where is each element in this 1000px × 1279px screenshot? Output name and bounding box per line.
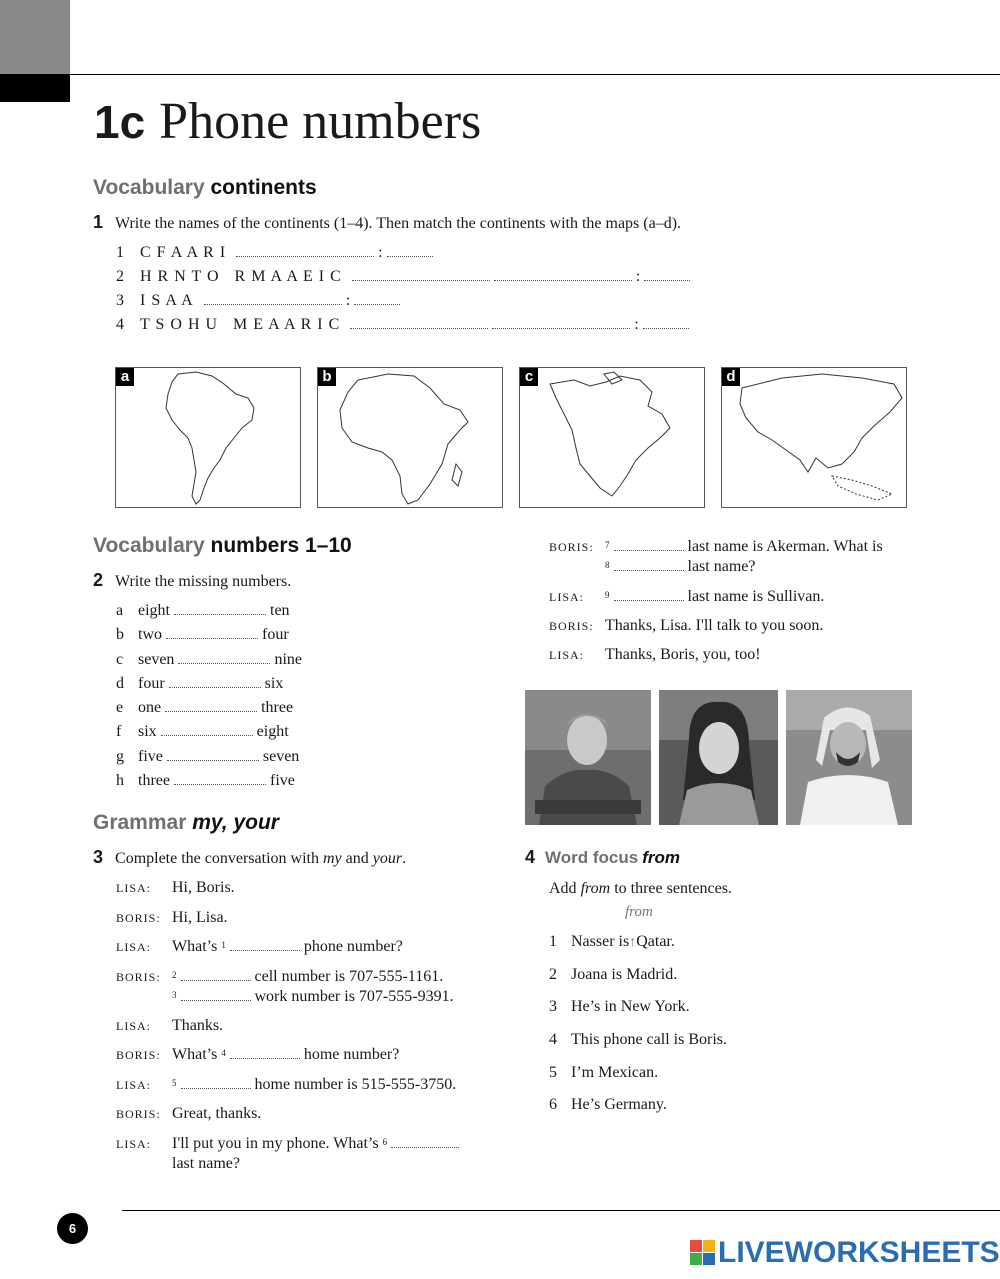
exercise-4-header xyxy=(525,847,680,868)
exercise-2-instruction xyxy=(93,570,291,591)
section-grammar xyxy=(93,811,279,835)
insert-caret-icon: ↑ xyxy=(629,935,637,950)
list-item xyxy=(549,932,727,965)
scrambled-word: C F A A R I xyxy=(140,244,227,261)
scrambled-word: T S O H U M E A A R I C xyxy=(140,316,341,333)
line-text: work number is 707-555-9391. xyxy=(250,987,454,1005)
conversation-line xyxy=(549,537,883,587)
item-letter: a xyxy=(116,602,124,619)
instruction-text: Write the missing numbers. xyxy=(115,573,292,590)
speaker-name: LISA: xyxy=(549,648,584,662)
conversation-line xyxy=(116,937,459,967)
number-word: one xyxy=(138,699,162,717)
missing-number-blank[interactable] xyxy=(165,699,257,712)
section-topic: numbers 1–10 xyxy=(210,534,352,557)
list-item xyxy=(116,600,302,624)
line-text: last name is Akerman. What is xyxy=(683,538,883,555)
conversation-line xyxy=(116,1104,459,1134)
instruction-part: Complete the conversation with xyxy=(115,850,323,867)
answer-blank[interactable] xyxy=(352,268,490,281)
map-letter-blank[interactable] xyxy=(387,244,433,257)
conversation-line xyxy=(549,616,883,645)
south-america-map-icon xyxy=(116,368,300,507)
speaker-name: LISA: xyxy=(116,1136,151,1151)
line-text: Thanks, Lisa. I'll talk to you soon. xyxy=(605,617,824,634)
gap-number: 8 xyxy=(605,560,610,570)
conversation-line xyxy=(116,1016,459,1046)
africa-map-icon xyxy=(318,368,502,507)
lesson-number: 1c xyxy=(94,96,146,148)
speaker-name: LISA: xyxy=(116,881,151,895)
number-word: eight xyxy=(256,723,289,741)
section-label: Grammar xyxy=(93,811,187,834)
list-item[interactable] xyxy=(549,1030,727,1063)
missing-number-blank[interactable] xyxy=(169,675,261,688)
item-letter: h xyxy=(116,772,124,790)
scrambled-word: I S A A xyxy=(140,292,194,309)
conversation-line xyxy=(116,878,459,908)
gap-number: 5 xyxy=(172,1077,177,1088)
exercise-number: 3 xyxy=(93,847,104,867)
instruction-part: to three sentences. xyxy=(610,880,732,897)
section-label: Vocabulary xyxy=(93,176,205,199)
speaker-name: BORIS: xyxy=(116,969,161,984)
gap-number: 1 xyxy=(221,940,226,950)
answer-blank[interactable] xyxy=(181,1076,251,1089)
liveworksheets-cube-icon xyxy=(690,1240,716,1266)
woman-portrait-icon xyxy=(659,690,778,825)
instruction-part: Add xyxy=(549,880,581,897)
list-item xyxy=(116,673,302,697)
header-black-block xyxy=(0,74,70,102)
list-item: 3 I S A A : xyxy=(116,290,690,312)
missing-number-blank[interactable] xyxy=(161,723,253,736)
instruction-part: . xyxy=(402,850,407,867)
list-item[interactable] xyxy=(549,1095,727,1128)
speaker-name: LISA: xyxy=(549,590,584,604)
asia-map-icon xyxy=(722,368,906,507)
liveworksheets-logo[interactable] xyxy=(690,1236,1000,1272)
page-title xyxy=(94,92,481,152)
gap-number: 3 xyxy=(172,989,177,1000)
conversation-line xyxy=(549,645,883,674)
exercise-4-instruction xyxy=(549,880,732,898)
list-item xyxy=(116,649,302,673)
bottom-rule xyxy=(122,1210,1000,1211)
section-label: Word focus xyxy=(545,848,639,867)
list-item xyxy=(116,746,302,770)
numbers-list xyxy=(116,600,302,794)
answer-blank[interactable] xyxy=(350,316,488,329)
line-text: What’s xyxy=(172,1046,222,1063)
sentence-text: This phone call is Boris. xyxy=(571,1031,727,1049)
map-letter-blank[interactable] xyxy=(354,292,400,305)
item-letter: c xyxy=(116,650,124,668)
conversation-line xyxy=(549,587,883,616)
item-number: 3 xyxy=(549,998,557,1016)
section-vocab-continents xyxy=(93,176,317,200)
item-number: 6 xyxy=(549,1096,557,1114)
answer-blank[interactable] xyxy=(181,988,251,1001)
gap-number: 2 xyxy=(172,969,177,980)
list-item: 1 C F A A R I : xyxy=(116,242,690,264)
answer-blank[interactable] xyxy=(614,588,684,601)
word-focus-list xyxy=(549,932,727,1128)
item-number: 2 xyxy=(116,268,124,285)
speaker-name: BORIS: xyxy=(116,910,161,925)
instruction-em: your xyxy=(372,850,403,867)
item-number: 4 xyxy=(116,316,124,333)
answer-blank[interactable] xyxy=(236,244,374,257)
map-label: b xyxy=(318,368,336,386)
list-item: 4 T S O H U M E A A R I C : xyxy=(116,314,690,336)
item-number: 1 xyxy=(116,244,124,261)
speaker-name: BORIS: xyxy=(549,619,594,633)
header-grey-block xyxy=(0,0,70,74)
line-text: Great, thanks. xyxy=(172,1105,262,1122)
missing-number-blank[interactable] xyxy=(167,748,259,761)
line-text: What’s xyxy=(172,938,222,955)
missing-number-blank[interactable] xyxy=(178,651,270,664)
missing-number-blank[interactable] xyxy=(174,772,266,785)
section-topic: my, your xyxy=(192,811,279,834)
item-letter: g xyxy=(116,747,124,765)
answer-blank[interactable] xyxy=(181,968,251,981)
photo-boris xyxy=(525,690,651,825)
line-text: Thanks, Boris, you, too! xyxy=(605,646,761,663)
man-headscarf-portrait-icon xyxy=(786,690,912,825)
speaker-name: BORIS: xyxy=(116,1048,161,1062)
number-word: six xyxy=(138,723,157,741)
exercise-3-instruction xyxy=(93,847,406,868)
map-letter-blank[interactable] xyxy=(643,316,689,329)
logo-text: LIVEWORKSHEETS xyxy=(718,1236,1000,1269)
instruction-part: and xyxy=(341,850,373,867)
item-number: 1 xyxy=(549,933,557,950)
number-word: eight xyxy=(138,602,170,619)
item-number: 5 xyxy=(549,1063,557,1081)
line-text: Hi, Boris. xyxy=(172,879,235,896)
instruction-text: Write the names of the continents (1–4). Then match the continents with the maps (a–d). xyxy=(115,215,682,232)
item-number: 3 xyxy=(116,292,124,309)
instruction-em: from xyxy=(580,880,611,897)
map-label: c xyxy=(520,368,538,386)
gap-number: 9 xyxy=(605,590,610,600)
number-word: seven xyxy=(138,650,175,668)
section-topic: continents xyxy=(210,176,317,199)
instruction-text xyxy=(115,850,406,867)
item-number: 2 xyxy=(549,965,557,983)
number-word: two xyxy=(138,626,162,644)
gap-number: 6 xyxy=(382,1136,388,1147)
speaker-name: BORIS: xyxy=(116,1107,161,1121)
photo-lisa xyxy=(659,690,785,825)
man-portrait-icon xyxy=(525,690,651,825)
page-number: 6 xyxy=(57,1213,88,1244)
missing-number-blank[interactable] xyxy=(166,626,258,639)
line-text: last name? xyxy=(172,1154,240,1172)
conversation-line xyxy=(116,967,459,1016)
map-letter-blank[interactable] xyxy=(644,268,690,281)
exercise-number: 2 xyxy=(93,570,104,590)
map-label: a xyxy=(116,368,134,386)
line-text: Hi, Lisa. xyxy=(172,908,228,926)
exercise-number: 4 xyxy=(525,847,536,867)
map-c-north-america xyxy=(519,367,705,508)
list-item[interactable] xyxy=(549,965,727,998)
conversation-left xyxy=(116,878,459,1178)
exercise-number: 1 xyxy=(93,212,104,232)
conversation-right xyxy=(549,537,883,674)
gap-number: 4 xyxy=(221,1048,226,1058)
line-text: I'll put you in my phone. What’s xyxy=(172,1134,383,1152)
number-word: three xyxy=(138,772,170,790)
section-vocab-numbers xyxy=(93,534,352,558)
conversation-line xyxy=(116,908,459,938)
sentence-text: Joana is Madrid. xyxy=(571,965,678,983)
line-text: home number is 515-555-3750. xyxy=(250,1075,457,1093)
conversation-line xyxy=(116,1045,459,1075)
item-letter: d xyxy=(116,674,124,692)
top-rule xyxy=(0,74,1000,75)
item-letter: f xyxy=(116,723,122,741)
sentence-text: I’m Mexican. xyxy=(571,1063,659,1081)
scrambled-word: H R N T O R M A A E I C xyxy=(140,268,342,285)
item-letter: b xyxy=(116,626,124,644)
line-text: last name is Sullivan. xyxy=(683,588,825,605)
number-word: six xyxy=(264,674,284,692)
map-label: d xyxy=(722,368,740,386)
line-text: cell number is 707-555-1161. xyxy=(250,967,444,985)
speaker-name: LISA: xyxy=(116,1077,151,1092)
number-word: seven xyxy=(262,747,300,765)
line-text: last name? xyxy=(683,558,756,575)
map-b-africa xyxy=(317,367,503,508)
number-word: five xyxy=(269,772,295,790)
map-a-south-america xyxy=(115,367,301,508)
number-word: four xyxy=(138,674,165,692)
item-letter: e xyxy=(116,699,124,717)
north-america-map-icon xyxy=(520,368,704,507)
conversation-line xyxy=(116,1134,459,1178)
answer-blank[interactable] xyxy=(230,1046,300,1059)
example-insert-word: from xyxy=(625,904,653,920)
speaker-name: LISA: xyxy=(116,940,151,954)
line-text: Thanks. xyxy=(172,1016,224,1034)
photo-nasser xyxy=(786,690,912,825)
line-text: phone number? xyxy=(299,938,403,955)
list-item[interactable] xyxy=(549,1063,727,1096)
sentence-text: Qatar. xyxy=(636,933,675,950)
number-word: three xyxy=(261,699,294,717)
instruction-em: my xyxy=(322,850,342,867)
missing-number-blank[interactable] xyxy=(174,602,266,615)
speaker-name: LISA: xyxy=(116,1018,151,1033)
answer-blank[interactable] xyxy=(391,1135,459,1148)
map-d-asia xyxy=(721,367,907,508)
sentence-text: Nasser is xyxy=(571,933,630,950)
number-word: five xyxy=(138,747,163,765)
item-number: 4 xyxy=(549,1031,557,1049)
sentence-text: He’s Germany. xyxy=(571,1096,667,1114)
speaker-name: BORIS: xyxy=(549,540,594,554)
list-item xyxy=(116,721,302,745)
lesson-title: Phone numbers xyxy=(159,93,482,150)
number-word: nine xyxy=(274,650,302,668)
section-label: Vocabulary xyxy=(93,534,205,557)
answer-blank[interactable] xyxy=(494,268,632,281)
list-item: 2 H R N T O R M A A E I C : xyxy=(116,266,690,288)
number-word: four xyxy=(262,626,289,644)
list-item[interactable] xyxy=(549,997,727,1030)
continents-list xyxy=(116,242,690,336)
answer-blank[interactable] xyxy=(614,558,684,571)
answer-blank[interactable] xyxy=(614,538,684,551)
sentence-text: He’s in New York. xyxy=(571,998,690,1016)
line-text: home number? xyxy=(299,1046,400,1063)
answer-blank[interactable] xyxy=(230,938,300,951)
list-item xyxy=(116,697,302,721)
section-topic: from xyxy=(642,848,680,867)
answer-blank[interactable] xyxy=(492,316,630,329)
answer-blank[interactable] xyxy=(204,292,342,305)
exercise-1-instruction xyxy=(93,212,973,233)
gap-number: 7 xyxy=(605,540,610,550)
list-item xyxy=(116,624,302,648)
number-word: ten xyxy=(270,602,290,619)
list-item xyxy=(116,770,302,794)
conversation-line xyxy=(116,1075,459,1105)
